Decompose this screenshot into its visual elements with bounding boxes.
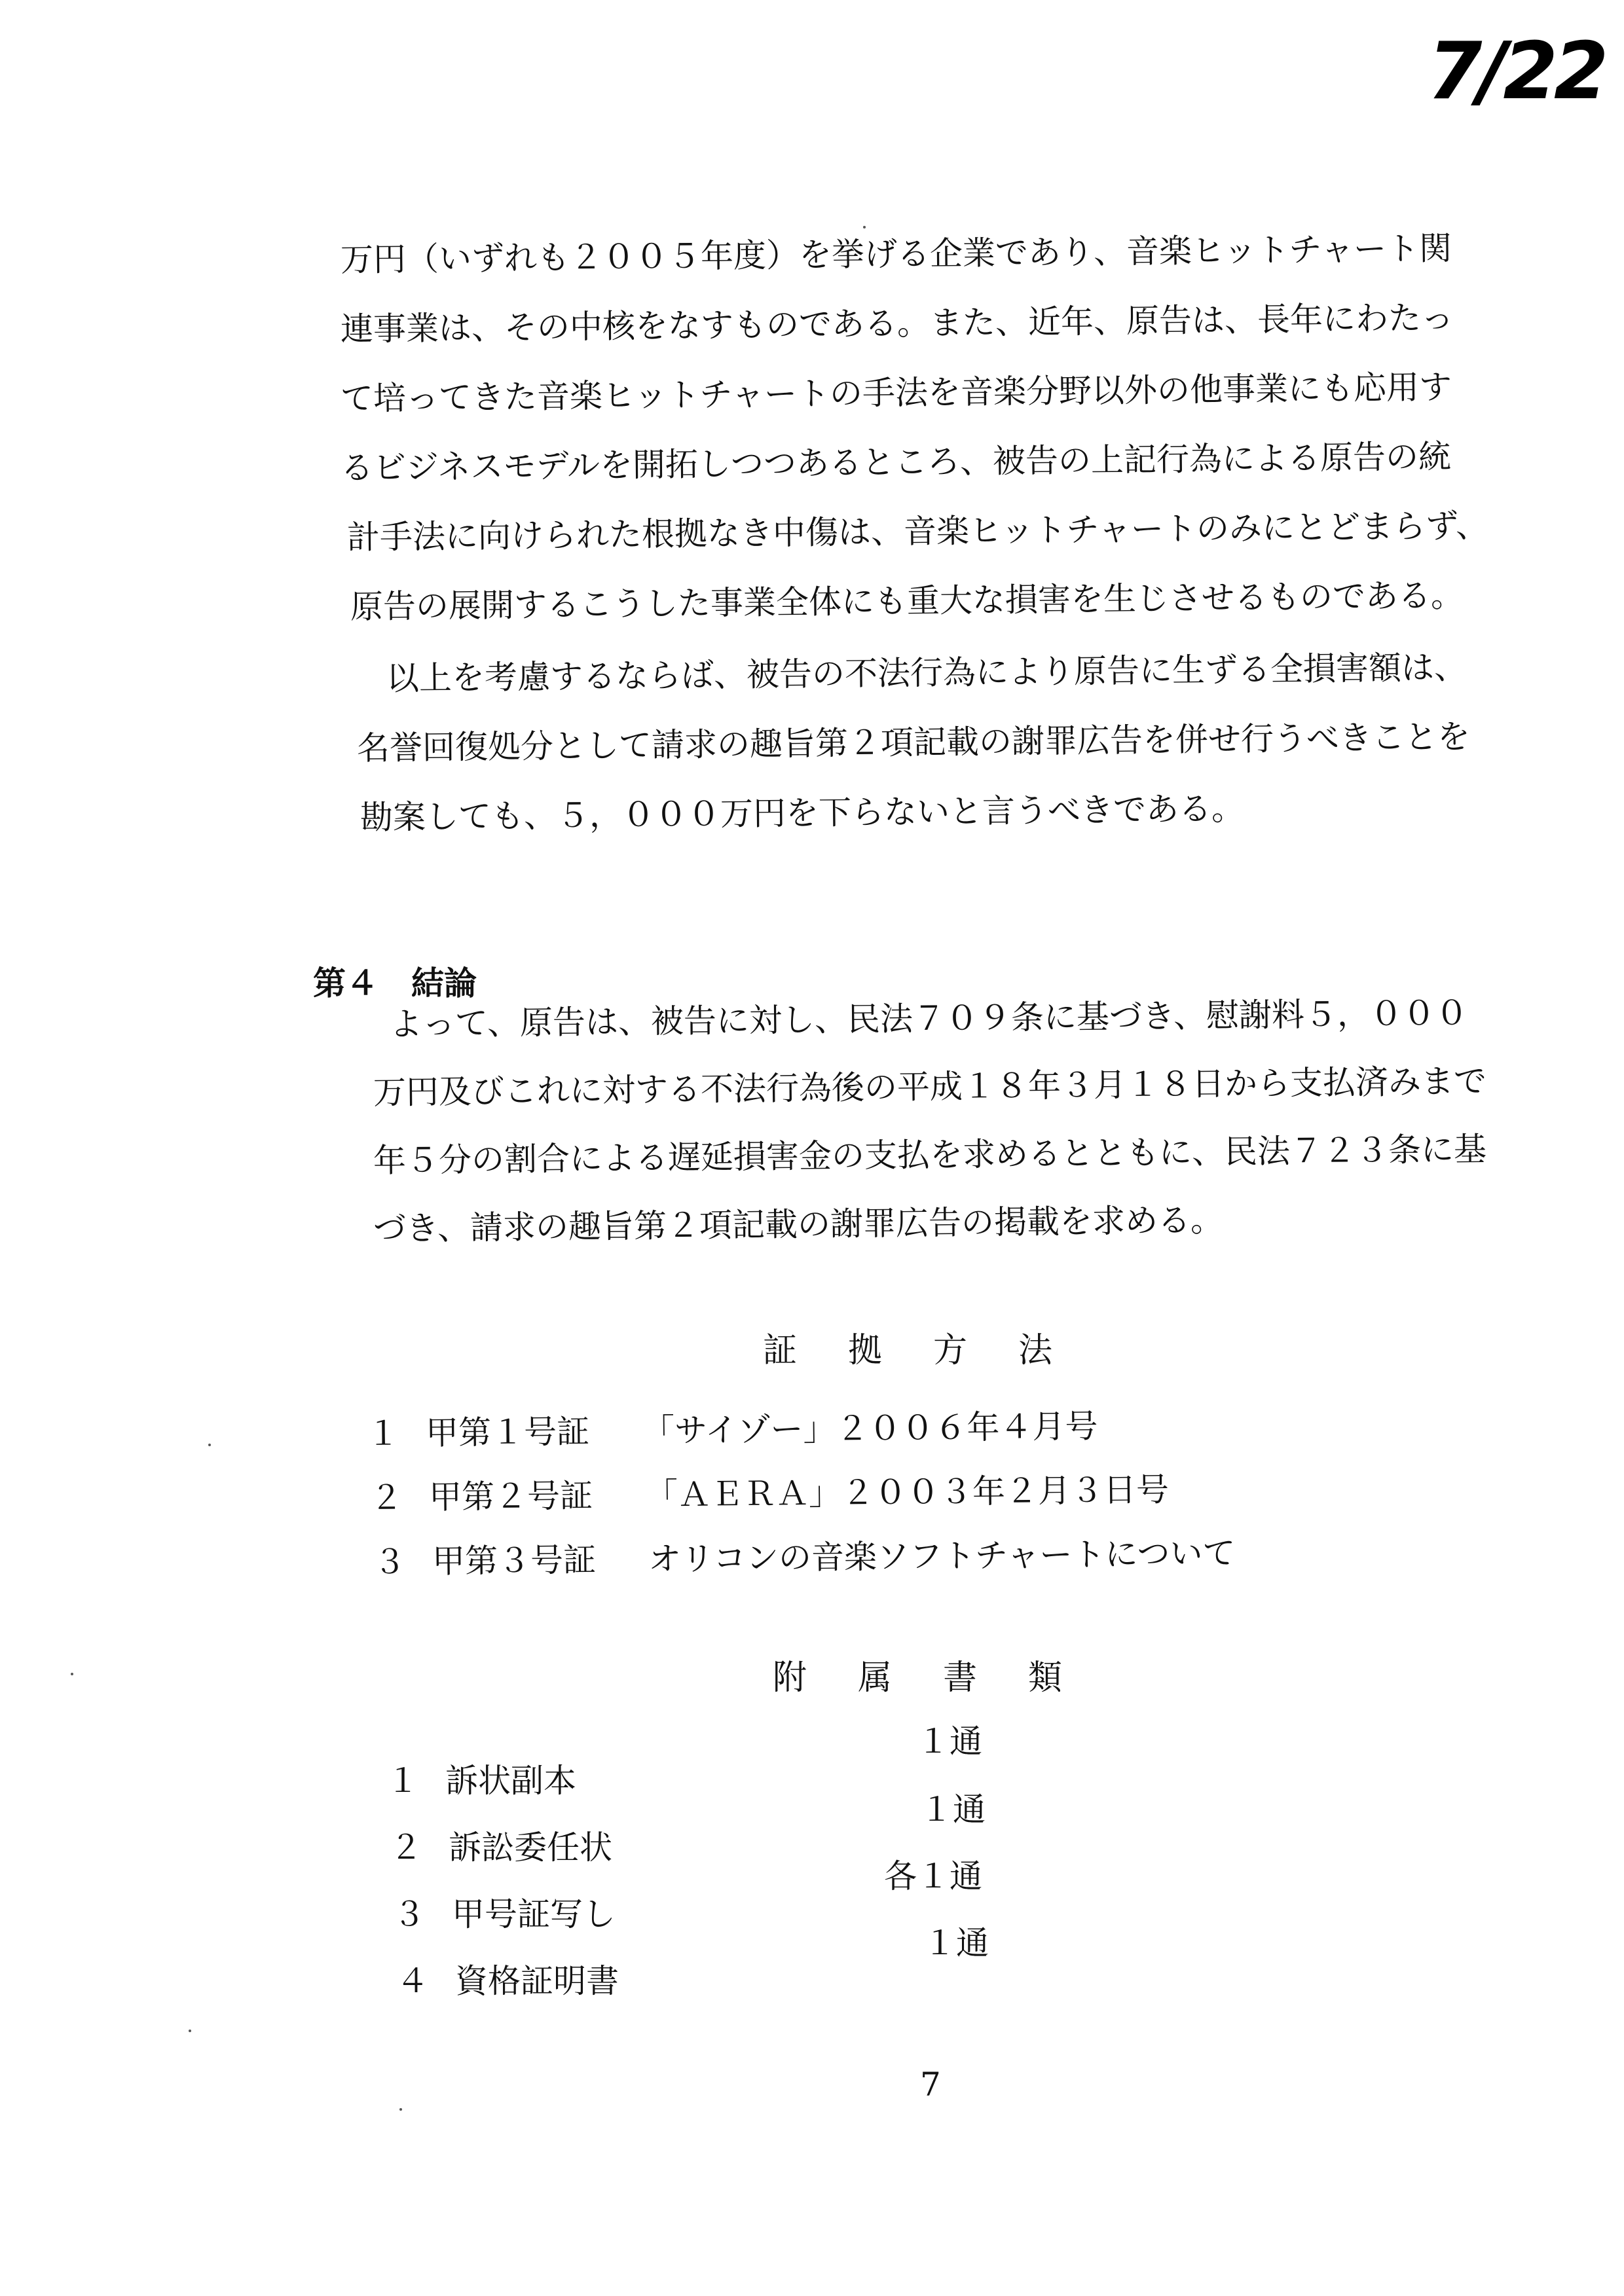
attachment-item-label: 甲号証写し bbox=[452, 1895, 616, 1933]
body-line-8: 名誉回復処分として請求の趣旨第２項記載の謝罪広告を併せ行うべきことを bbox=[356, 718, 1471, 767]
body-line-9: 勘案しても、５，０００万円を下らないと言うべきである。 bbox=[360, 789, 1245, 837]
handwritten-page-mark: 7/22 bbox=[1428, 26, 1605, 117]
attachment-item-number: ４ bbox=[396, 1962, 429, 2000]
attachment-item-2 bbox=[390, 1821, 612, 1868]
evidence-item-code: 甲第３号証 bbox=[432, 1540, 597, 1581]
attachment-item-count: １通 bbox=[917, 1722, 982, 1760]
scan-speck bbox=[399, 2108, 402, 2111]
attachment-item-number: ３ bbox=[393, 1895, 426, 1933]
evidence-item-number: １ bbox=[366, 1414, 400, 1453]
conclusion-line-2: 万円及びこれに対する不法行為後の平成１８年３月１８日から支払済みまで bbox=[373, 1062, 1487, 1112]
evidence-item-2 bbox=[370, 1463, 1170, 1519]
attachment-item-number: １ bbox=[386, 1762, 419, 1800]
scan-speck bbox=[863, 226, 866, 228]
conclusion-line-3: 年５分の割合による遅延損害金の支払を求めるとともに、民法７２３条に基 bbox=[373, 1130, 1487, 1180]
body-line-2: 連事業は、その中核をなすものである。また、近年、原告は、長年にわたっ bbox=[340, 299, 1454, 348]
evidence-item-code: 甲第２号証 bbox=[428, 1476, 593, 1517]
attachment-item-count: 各１通 bbox=[884, 1857, 982, 1895]
attachment-item-number: ２ bbox=[390, 1829, 422, 1867]
attachment-item-3 bbox=[393, 1888, 616, 1935]
conclusion-heading: 第４ 結論 bbox=[313, 964, 477, 1002]
attachment-item-count: １通 bbox=[923, 1924, 989, 1962]
evidence-item-number: ２ bbox=[369, 1478, 403, 1517]
body-line-5: 計手法に向けられた根拠なき中傷は、音楽ヒットチャートのみにとどまらず、 bbox=[346, 506, 1489, 556]
attachment-item-1 bbox=[386, 1755, 576, 1802]
page-number: 7 bbox=[920, 2066, 941, 2104]
attachments-heading: 附属書類 bbox=[773, 1658, 1114, 1698]
body-line-7: 以上を考慮するならば、被告の不法行為により原告に生ずる全損害額は、 bbox=[353, 648, 1467, 698]
attachment-item-4 bbox=[396, 1955, 619, 2002]
attachment-item-count: １通 bbox=[920, 1791, 986, 1829]
attachment-item-label: 訴訟委任状 bbox=[449, 1829, 612, 1867]
attachment-item-label: 訴状副本 bbox=[445, 1762, 576, 1800]
scan-speck bbox=[208, 1444, 211, 1446]
body-line-4: るビジネスモデルを開拓しつつあるところ、被告の上記行為による原告の統 bbox=[340, 437, 1452, 487]
evidence-item-number: ３ bbox=[373, 1542, 407, 1581]
body-line-1: 万円（いずれも２００５年度）を挙げる企業であり、音楽ヒットチャート関 bbox=[340, 229, 1452, 279]
evidence-item-title: 「ＡＥＲＡ」２００３年２月３日号 bbox=[644, 1470, 1170, 1514]
evidence-item-1 bbox=[367, 1400, 1098, 1455]
attachment-item-label: 資格証明書 bbox=[455, 1962, 619, 2000]
evidence-heading: 証拠方法 bbox=[763, 1331, 1104, 1370]
evidence-item-code: 甲第１号証 bbox=[425, 1412, 590, 1453]
body-line-3: て培ってきた音楽ヒットチャートの手法を音楽分野以外の他事業にも応用す bbox=[340, 368, 1452, 418]
scan-speck bbox=[189, 2030, 191, 2032]
conclusion-line-4: づき、請求の趣旨第２項記載の謝罪広告の掲載を求める。 bbox=[373, 1201, 1224, 1248]
evidence-item-title: オリコンの音楽ソフトチャートについて bbox=[648, 1534, 1236, 1578]
evidence-item-title: 「サイゾー」２００６年４月号 bbox=[641, 1407, 1098, 1450]
body-line-6: 原告の展開するこうした事業全体にも重大な損害を生じさせるものである。 bbox=[350, 576, 1464, 626]
scan-speck bbox=[71, 1673, 73, 1675]
conclusion-line-1: よって、原告は、被告に対し、民法７０９条に基づき、慰謝料５，０００ bbox=[356, 994, 1469, 1044]
evidence-item-3 bbox=[373, 1527, 1236, 1583]
